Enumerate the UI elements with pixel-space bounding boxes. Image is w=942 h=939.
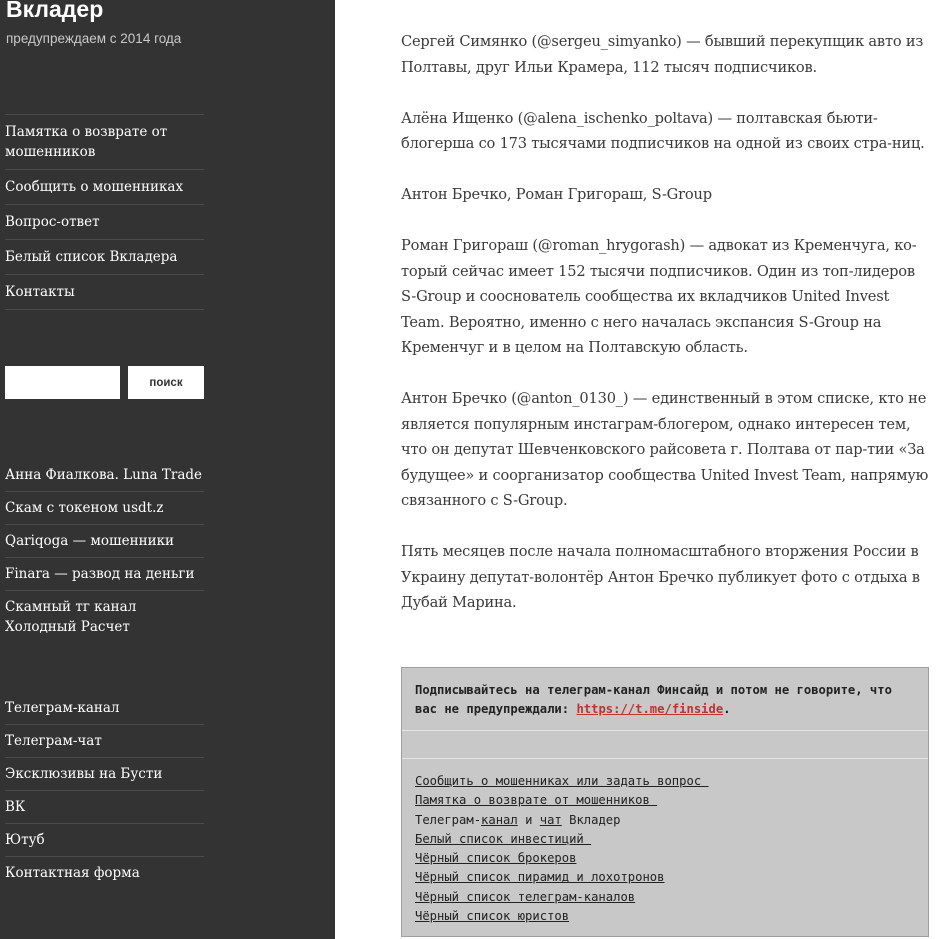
social-link-vk[interactable]: ВК [5,790,204,823]
social-link-telegram-channel[interactable]: Телеграм-канал [5,700,120,716]
sidebar [0,0,335,939]
paragraph-dubai: Пять месяцев после начала полномасштабного вторжения России в Украину депутат-волонтёр Антон Бречко публикует фото с отдыха в Дубай Марина. [401,543,920,611]
post-link-qariqoga[interactable]: Qariqoga — мошенники [5,524,204,557]
social-link-boosty[interactable]: Эксклюзивы на Бусти [5,757,204,790]
menu-item-white-list[interactable]: Белый список Вкладера [5,239,204,274]
white-list-link[interactable]: Белый список инвестиций [415,831,592,846]
post-link-cold-calc[interactable]: Скамный тг канал Холодный Расчет [5,590,204,643]
promo-message: Подписывайтесь на телеграм-канал Финсайд и потом не говорите, что вас не предупреждали: [415,683,892,717]
tg-and: и [517,812,540,827]
promo-links [415,772,709,926]
tg-suffix: Вкладер [561,812,621,827]
menu-item-refund-memo[interactable]: Памятка о возврате от мошенников [5,114,204,169]
promo-link-suffix: . [723,702,731,717]
social-link-telegram-chat[interactable]: Телеграм-чат [5,724,204,757]
social-link-youtube[interactable]: Ютуб [5,823,204,856]
menu-item-faq[interactable]: Вопрос-ответ [5,204,204,239]
paragraph-ischenko: Алёна Ищенко (@alena_ischenko_poltava) — полтавская бьюти-блогерша со 173 тысячами подписчиков на одной из своих стра-ниц. [401,109,925,152]
tg-chat-link[interactable]: чат [539,812,562,827]
post-link-luna-trade[interactable]: Анна Фиалкова. Luna Trade [5,467,203,483]
black-lawyers-link[interactable]: Чёрный список юристов [415,909,570,924]
promo-divider [402,758,928,759]
social-menu [5,692,204,889]
black-tg-link[interactable]: Чёрный список телеграм-каналов [415,889,636,904]
paragraph-simyanko: Сергей Симянко (@sergeu_simyanko) — бывший перекупщик авто из Полтавы, друг Ильи Крамера, 112 тысяч подписчиков. [401,33,924,76]
tg-channel-link[interactable]: канал [481,812,518,827]
paragraph-hrygorash: Роман Григораш (@roman_hrygorash) — адвокат из Кременчуга, ко-торый сейчас имеет 152 тысячи подписчиков. Один из топ-лидеров S-Group и сооснователь сообщества их вкладчиков United Invest Team. Вероятно, именно с него началась экспансия S-Group на Кременчуг и в целом на Полтавскую область. [401,237,917,356]
memo-link[interactable]: Памятка о возврате от мошенников [415,793,658,808]
tg-prefix: Телеграм- [415,812,482,827]
promo-box [401,667,929,937]
menu-item-contacts[interactable]: Контакты [5,274,204,310]
main-menu [5,114,204,310]
social-link-contact-form[interactable]: Контактная форма [5,856,204,889]
site-title[interactable]: Вкладер [6,0,104,22]
promo-text [415,681,895,720]
recent-posts-menu [5,459,204,643]
finside-link[interactable]: https://t.me/finside [576,702,724,717]
promo-divider [402,730,928,731]
paragraph-heading-sgroup: Антон Бречко, Роман Григораш, S-Group [401,186,712,203]
report-link[interactable]: Сообщить о мошенниках или задать вопрос [415,774,709,788]
paragraph-brechko: Антон Бречко (@anton_0130_) — единственный в этом списке, кто не является популярным инстаграм-блогером, однако интересен тем, что он депутат Шевченковского райсовета г. Полтава от пар-тии «За будущее» и соорганизатор сообщества United Invest Team, напрямую связанного с S-Group. [401,390,929,509]
black-brokers-link[interactable]: Чёрный список брокеров [415,851,577,866]
post-link-usdt-z[interactable]: Скам с токеном usdt.z [5,491,204,524]
search-button[interactable]: поиск [128,366,204,399]
site-description: предупреждаем с 2014 года [6,31,182,46]
menu-item-report-scammers[interactable]: Сообщить о мошенниках [5,169,204,204]
post-link-finara[interactable]: Finara — развод на деньги [5,557,204,590]
black-pyramids-link[interactable]: Чёрный список пирамид и лохотронов [415,870,665,885]
search-input[interactable] [5,366,120,399]
article-content [401,29,933,641]
